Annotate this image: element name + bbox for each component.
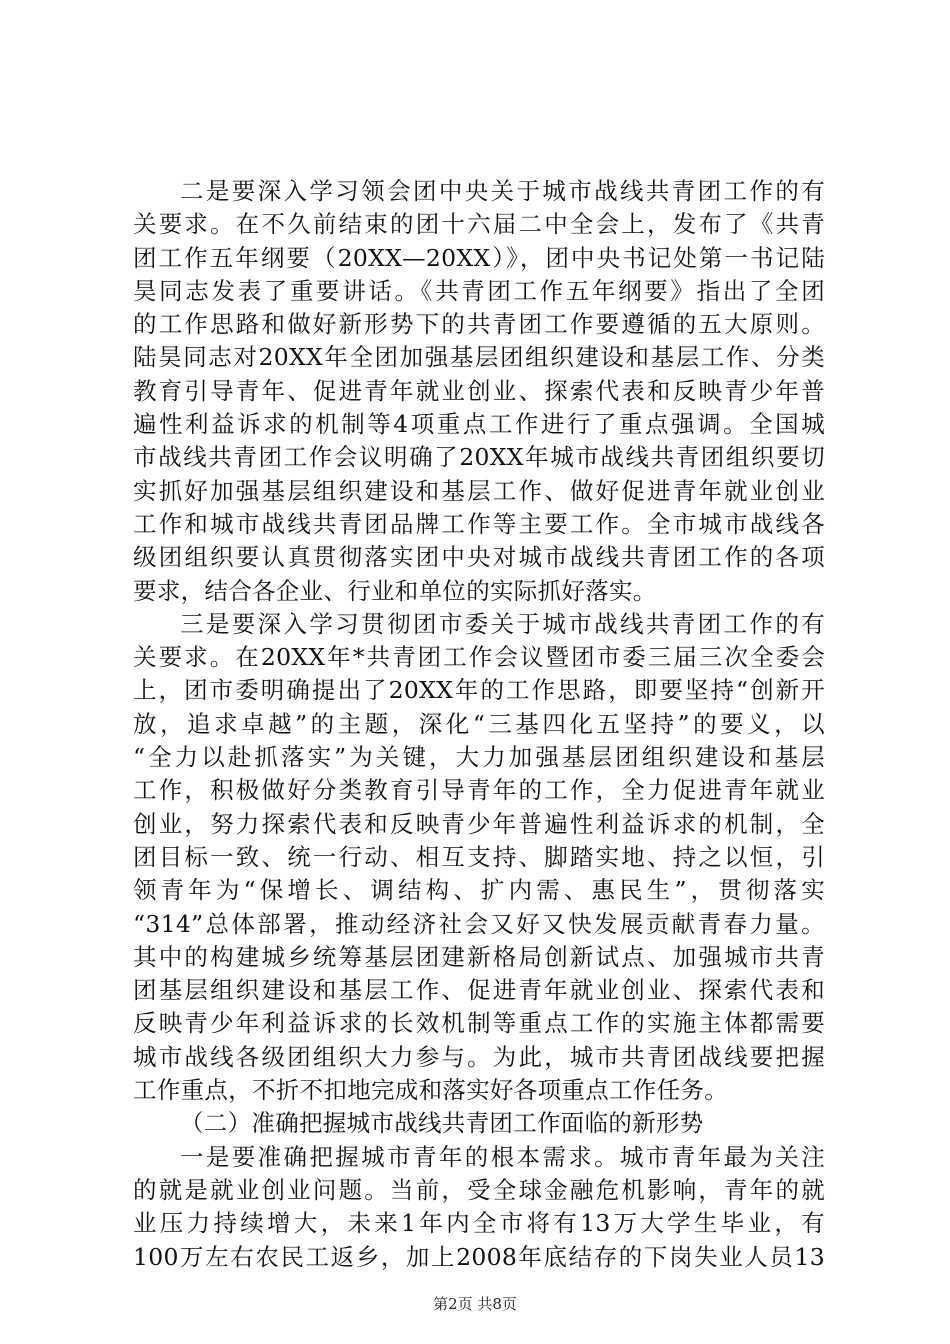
text-line: 陆昊同志对20XX年全团加强基层团组织建设和基层工作、分类	[133, 343, 825, 372]
paragraph	[133, 1141, 825, 1274]
text-line: 教育引导青年、促进青年就业创业、探索代表和反映青少年普	[133, 376, 825, 405]
text-line: 创业，努力探索代表和反映青少年普遍性利益诉求的机制，全	[133, 809, 825, 838]
paragraph	[133, 175, 825, 608]
text-line: 的就是就业创业问题。当前，受全球金融危机影响，青年的就	[133, 1175, 825, 1204]
text-line: 实抓好加强基层组织建设和基层工作、做好促进青年就业创业	[133, 476, 825, 505]
text-line: 要求，结合各企业、行业和单位的实际抓好落实。	[133, 576, 657, 605]
text-line: 市战线共青团工作会议明确了20XX年城市战线共青团组织要切	[133, 443, 825, 472]
text-line: 关要求。在20XX年*共青团工作会议暨团市委三届三次全委会	[133, 643, 825, 672]
text-line: 遍性利益诉求的机制等4项重点工作进行了重点强调。全国城	[133, 410, 825, 439]
text-line: 业压力持续增大，未来1年内全市将有13万大学生毕业，有	[133, 1209, 825, 1238]
text-line: 放，追求卓越”的主题，深化“三基四化五坚持”的要义，以	[133, 709, 825, 738]
text-line: 团目标一致、统一行动、相互支持、脚踏实地、持之以恒，引	[133, 842, 825, 871]
text-line: 一是要准确把握城市青年的根本需求。城市青年最为关注	[180, 1142, 825, 1171]
text-line: 关要求。在不久前结束的团十六届二中全会上，发布了《共青	[133, 210, 825, 239]
page-footer: 第2页 共8页	[433, 1295, 517, 1313]
text-line: 反映青少年利益诉求的长效机制等重点工作的实施主体都需要	[133, 1009, 825, 1038]
text-line: “全力以赴抓落实”为关键，大力加强基层团组织建设和基层	[133, 743, 825, 772]
text-line: 的工作思路和做好新形势下的共青团工作要遵循的五大原则。	[133, 310, 825, 339]
text-line: 上，团市委明确提出了20XX年的工作思路，即要坚持“创新开	[133, 676, 825, 705]
text-line: “314”总体部署，推动经济社会又好又快发展贡献青春力量。	[133, 909, 825, 938]
document-body	[133, 175, 825, 1274]
text-line: 级团组织要认真贯彻落实团中央对城市战线共青团工作的各项	[133, 543, 825, 572]
text-line: （二）准确把握城市战线共青团工作面临的新形势	[180, 1109, 704, 1138]
paragraph	[133, 1107, 825, 1140]
text-line: 工作和城市战线共青团品牌工作等主要工作。全市城市战线各	[133, 509, 825, 538]
text-line: 100万左右农民工返乡，加上2008年底结存的下岗失业人员13	[133, 1242, 825, 1271]
text-line: 领青年为“保增长、调结构、扩内需、惠民生”，贯彻落实	[133, 876, 825, 905]
text-line: 城市战线各级团组织大力参与。为此，城市共青团战线要把握	[133, 1042, 825, 1071]
text-line: 团工作五年纲要（20XX—20XX）》，团中央书记处第一书记陆	[133, 243, 825, 272]
text-line: 其中的构建城乡统筹基层团建新格局创新试点、加强城市共青	[133, 942, 825, 971]
text-line: 工作重点，不折不扣地完成和落实好各项重点工作任务。	[133, 1076, 728, 1105]
text-line: 二是要深入学习领会团中央关于城市战线共青团工作的有	[180, 177, 825, 205]
text-line: 昊同志发表了重要讲话。《共青团工作五年纲要》指出了全团	[133, 276, 825, 305]
text-line: 三是要深入学习贯彻团市委关于城市战线共青团工作的有	[180, 609, 825, 638]
text-line: 工作，积极做好分类教育引导青年的工作，全力促进青年就业	[133, 776, 825, 805]
paragraph	[133, 608, 825, 1107]
text-line: 团基层组织建设和基层工作、促进青年就业创业、探索代表和	[133, 976, 825, 1005]
